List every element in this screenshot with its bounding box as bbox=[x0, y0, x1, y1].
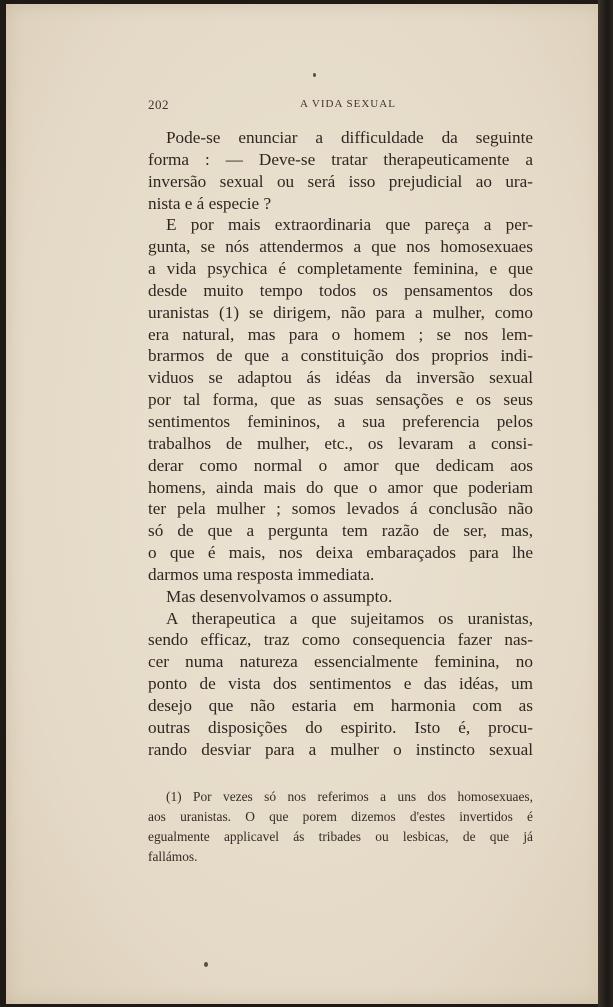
text-line: ponto de vista dos sentimentos e das idéas, um bbox=[148, 674, 533, 694]
text-line: o que é mais, nos deixa embaraçados para lhe bbox=[148, 543, 533, 563]
text-line: ter pela mulher ; somos levados á conclusão não bbox=[148, 499, 533, 519]
footnote-line: aos uranistas. O que porem dizemos d'estes invertidos é bbox=[148, 809, 533, 824]
text-line: Mas desenvolvamos o assumpto. bbox=[166, 586, 393, 606]
text-line: A therapeutica a que sujeitamos os uranistas, bbox=[166, 608, 533, 628]
text-line: cer numa natureza essencialmente feminina, no bbox=[148, 652, 533, 672]
text-line: brarmos de que a constituição dos proprios indi- bbox=[148, 346, 533, 366]
page-header bbox=[148, 97, 528, 113]
page-number: 202 bbox=[148, 97, 169, 112]
ink-speck bbox=[204, 962, 208, 967]
text-line: sentimentos femininos, a sua preferencia pelos bbox=[148, 411, 533, 431]
text-line: por tal forma, que as suas sensações e os seus bbox=[148, 390, 533, 410]
text-line: derar como normal o amor que dedicam aos bbox=[148, 455, 533, 475]
text-line: só de que a pergunta tem razão de ser, mas, bbox=[148, 521, 533, 541]
text-line: E por mais extraordinaria que pareça a per- bbox=[166, 215, 533, 235]
text-line: outras disposições do espirito. Isto é, procu- bbox=[148, 717, 533, 737]
text-line: desde muito tempo todos os pensamentos dos bbox=[148, 280, 533, 300]
text-line: Pode-se enunciar a difficuldade da seguinte bbox=[166, 128, 533, 147]
text-line: darmos uma resposta immediata. bbox=[148, 564, 375, 584]
text-line: sendo efficaz, traz como consequencia fazer nas- bbox=[148, 630, 533, 650]
footnote-line: (1) Por vezes só nos referimos a uns dos homosexuaes, bbox=[166, 789, 533, 804]
text-line: rando desviar para a mulher o instincto sexual bbox=[148, 739, 533, 759]
footnote-line: fallámos. bbox=[148, 849, 198, 864]
footnote bbox=[148, 787, 533, 867]
text-line: viduos se adaptou ás idéas da inversão sexual bbox=[148, 368, 533, 388]
text-line: gunta, se nós attendermos a que nos homosexuaes bbox=[148, 237, 533, 257]
ink-speck bbox=[313, 73, 316, 77]
text-line: forma : — Deve-se tratar therapeuticamente a bbox=[148, 149, 533, 169]
book-binding-edge bbox=[598, 0, 613, 1007]
text-line: a vida psychica é completamente feminina, e que bbox=[148, 259, 533, 279]
text-line: era natural, mas para o homem ; se nos lem- bbox=[148, 324, 533, 344]
text-line: nista e á especie ? bbox=[148, 193, 272, 213]
text-line: trabalhos de mulher, etc., os levaram a consi- bbox=[148, 433, 533, 453]
running-title: A VIDA SEXUAL bbox=[300, 98, 396, 110]
text-line: homens, ainda mais do que o amor que poderiam bbox=[148, 477, 533, 497]
text-line: uranistas (1) se dirigem, não para a mulher, como bbox=[148, 302, 533, 322]
text-line: inversão sexual ou será isso prejudicial ao ura- bbox=[148, 171, 533, 191]
footnote-line: egualmente applicavel ás tribades ou lesbicas, de que já bbox=[148, 829, 533, 844]
body-text bbox=[148, 127, 533, 760]
text-line: desejo que não estaria em harmonia com as bbox=[148, 695, 533, 715]
